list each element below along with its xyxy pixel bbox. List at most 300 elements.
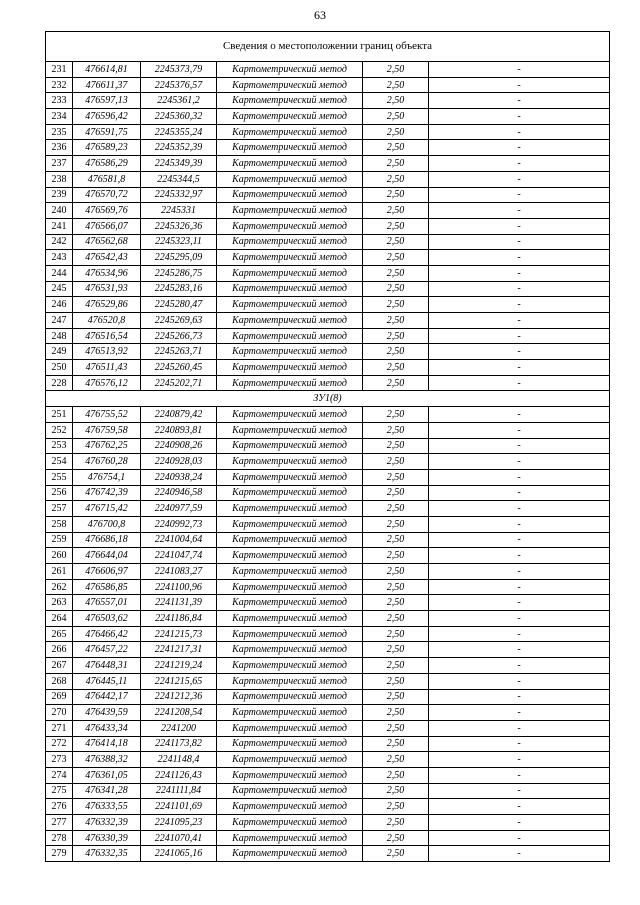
description-cell: - (429, 454, 610, 470)
table-row (46, 673, 610, 689)
method-cell: Картометрический метод (217, 720, 363, 736)
y-coordinate-cell: 2245352,39 (141, 140, 217, 156)
point-number-cell: 257 (46, 501, 73, 517)
description-cell: - (429, 752, 610, 768)
accuracy-cell: 2,50 (363, 611, 429, 627)
table-row (46, 846, 610, 862)
accuracy-cell: 2,50 (363, 265, 429, 281)
table-row (46, 77, 610, 93)
point-number-cell: 264 (46, 611, 73, 627)
description-cell: - (429, 673, 610, 689)
method-cell: Картометрический метод (217, 846, 363, 862)
accuracy-cell: 2,50 (363, 815, 429, 831)
table-row (46, 250, 610, 266)
point-number-cell: 251 (46, 407, 73, 423)
x-coordinate-cell: 476754,1 (73, 469, 141, 485)
accuracy-cell: 2,50 (363, 156, 429, 172)
y-coordinate-cell: 2241095,23 (141, 815, 217, 831)
description-cell: - (429, 77, 610, 93)
x-coordinate-cell: 476686,18 (73, 532, 141, 548)
x-coordinate-cell: 476644,04 (73, 548, 141, 564)
x-coordinate-cell: 476439,59 (73, 705, 141, 721)
method-cell: Картометрический метод (217, 438, 363, 454)
y-coordinate-cell: 2241004,64 (141, 532, 217, 548)
y-coordinate-cell: 2240946,58 (141, 485, 217, 501)
table-row (46, 313, 610, 329)
method-cell: Картометрический метод (217, 705, 363, 721)
y-coordinate-cell: 2240879,42 (141, 407, 217, 423)
table-row (46, 124, 610, 140)
method-cell: Картометрический метод (217, 611, 363, 627)
y-coordinate-cell: 2241217,31 (141, 642, 217, 658)
description-cell: - (429, 767, 610, 783)
description-cell: - (429, 375, 610, 391)
point-number-cell: 278 (46, 830, 73, 846)
description-cell: - (429, 218, 610, 234)
section-heading-row (46, 391, 610, 407)
y-coordinate-cell: 2245260,45 (141, 360, 217, 376)
point-number-cell: 275 (46, 783, 73, 799)
y-coordinate-cell: 2240938,24 (141, 469, 217, 485)
method-cell: Картометрический метод (217, 407, 363, 423)
accuracy-cell: 2,50 (363, 799, 429, 815)
y-coordinate-cell: 2245326,36 (141, 218, 217, 234)
accuracy-cell: 2,50 (363, 62, 429, 78)
description-cell: - (429, 720, 610, 736)
point-number-cell: 279 (46, 846, 73, 862)
y-coordinate-cell: 2245349,39 (141, 156, 217, 172)
description-cell: - (429, 407, 610, 423)
y-coordinate-cell: 2241208,54 (141, 705, 217, 721)
description-cell: - (429, 140, 610, 156)
method-cell: Картометрический метод (217, 689, 363, 705)
accuracy-cell: 2,50 (363, 532, 429, 548)
table-row (46, 736, 610, 752)
table-row (46, 62, 610, 78)
method-cell: Картометрический метод (217, 297, 363, 313)
accuracy-cell: 2,50 (363, 234, 429, 250)
accuracy-cell: 2,50 (363, 642, 429, 658)
table-row (46, 454, 610, 470)
y-coordinate-cell: 2241212,36 (141, 689, 217, 705)
x-coordinate-cell: 476531,93 (73, 281, 141, 297)
method-cell: Картометрический метод (217, 203, 363, 219)
x-coordinate-cell: 476570,72 (73, 187, 141, 203)
x-coordinate-cell: 476388,32 (73, 752, 141, 768)
method-cell: Картометрический метод (217, 187, 363, 203)
y-coordinate-cell: 2245332,97 (141, 187, 217, 203)
description-cell: - (429, 783, 610, 799)
method-cell: Картометрический метод (217, 171, 363, 187)
method-cell: Картометрический метод (217, 485, 363, 501)
x-coordinate-cell: 476742,39 (73, 485, 141, 501)
description-cell: - (429, 187, 610, 203)
table-row (46, 658, 610, 674)
description-cell: - (429, 203, 610, 219)
description-cell: - (429, 799, 610, 815)
accuracy-cell: 2,50 (363, 297, 429, 313)
method-cell: Картометрический метод (217, 109, 363, 125)
description-cell: - (429, 485, 610, 501)
description-cell: - (429, 501, 610, 517)
table-row (46, 783, 610, 799)
y-coordinate-cell: 2240992,73 (141, 516, 217, 532)
description-cell: - (429, 658, 610, 674)
accuracy-cell: 2,50 (363, 705, 429, 721)
description-cell: - (429, 611, 610, 627)
table-body (46, 32, 610, 862)
table-row (46, 328, 610, 344)
method-cell: Картометрический метод (217, 564, 363, 580)
table-row (46, 140, 610, 156)
method-cell: Картометрический метод (217, 815, 363, 831)
accuracy-cell: 2,50 (363, 77, 429, 93)
table-row (46, 360, 610, 376)
description-cell: - (429, 516, 610, 532)
table-row (46, 203, 610, 219)
accuracy-cell: 2,50 (363, 93, 429, 109)
x-coordinate-cell: 476457,22 (73, 642, 141, 658)
y-coordinate-cell: 2241148,4 (141, 752, 217, 768)
method-cell: Картометрический метод (217, 752, 363, 768)
y-coordinate-cell: 2241200 (141, 720, 217, 736)
point-number-cell: 262 (46, 579, 73, 595)
point-number-cell: 260 (46, 548, 73, 564)
description-cell: - (429, 469, 610, 485)
accuracy-cell: 2,50 (363, 375, 429, 391)
description-cell: - (429, 124, 610, 140)
accuracy-cell: 2,50 (363, 454, 429, 470)
x-coordinate-cell: 476586,29 (73, 156, 141, 172)
accuracy-cell: 2,50 (363, 187, 429, 203)
method-cell: Картометрический метод (217, 830, 363, 846)
point-number-cell: 246 (46, 297, 73, 313)
y-coordinate-cell: 2241047,74 (141, 548, 217, 564)
method-cell: Картометрический метод (217, 799, 363, 815)
method-cell: Картометрический метод (217, 344, 363, 360)
x-coordinate-cell: 476520,8 (73, 313, 141, 329)
point-number-cell: 243 (46, 250, 73, 266)
accuracy-cell: 2,50 (363, 752, 429, 768)
point-number-cell: 277 (46, 815, 73, 831)
method-cell: Картометрический метод (217, 626, 363, 642)
accuracy-cell: 2,50 (363, 516, 429, 532)
table-row (46, 611, 610, 627)
method-cell: Картометрический метод (217, 501, 363, 517)
table-row (46, 579, 610, 595)
point-number-cell: 241 (46, 218, 73, 234)
table-row (46, 516, 610, 532)
point-number-cell: 239 (46, 187, 73, 203)
method-cell: Картометрический метод (217, 642, 363, 658)
x-coordinate-cell: 476591,75 (73, 124, 141, 140)
table-row (46, 218, 610, 234)
table-title-row (46, 32, 610, 62)
method-cell: Картометрический метод (217, 548, 363, 564)
x-coordinate-cell: 476332,39 (73, 815, 141, 831)
point-number-cell: 235 (46, 124, 73, 140)
accuracy-cell: 2,50 (363, 344, 429, 360)
point-number-cell: 247 (46, 313, 73, 329)
y-coordinate-cell: 2245344,5 (141, 171, 217, 187)
table-row (46, 344, 610, 360)
x-coordinate-cell: 476581,8 (73, 171, 141, 187)
point-number-cell: 232 (46, 77, 73, 93)
page-number: 63 (314, 8, 326, 22)
table-row (46, 109, 610, 125)
description-cell: - (429, 62, 610, 78)
description-cell: - (429, 109, 610, 125)
y-coordinate-cell: 2241101,69 (141, 799, 217, 815)
method-cell: Картометрический метод (217, 93, 363, 109)
accuracy-cell: 2,50 (363, 767, 429, 783)
method-cell: Картометрический метод (217, 595, 363, 611)
table-row (46, 234, 610, 250)
x-coordinate-cell: 476762,25 (73, 438, 141, 454)
point-number-cell: 244 (46, 265, 73, 281)
method-cell: Картометрический метод (217, 375, 363, 391)
table-row (46, 689, 610, 705)
x-coordinate-cell: 476341,28 (73, 783, 141, 799)
accuracy-cell: 2,50 (363, 422, 429, 438)
description-cell: - (429, 532, 610, 548)
x-coordinate-cell: 476445,11 (73, 673, 141, 689)
description-cell: - (429, 705, 610, 721)
y-coordinate-cell: 2241215,73 (141, 626, 217, 642)
accuracy-cell: 2,50 (363, 689, 429, 705)
y-coordinate-cell: 2245263,71 (141, 344, 217, 360)
table-row (46, 752, 610, 768)
x-coordinate-cell: 476433,34 (73, 720, 141, 736)
method-cell: Картометрический метод (217, 140, 363, 156)
point-number-cell: 254 (46, 454, 73, 470)
y-coordinate-cell: 2241186,84 (141, 611, 217, 627)
point-number-cell: 231 (46, 62, 73, 78)
description-cell: - (429, 815, 610, 831)
method-cell: Картометрический метод (217, 281, 363, 297)
point-number-cell: 236 (46, 140, 73, 156)
method-cell: Картометрический метод (217, 736, 363, 752)
table-row (46, 767, 610, 783)
table-row (46, 438, 610, 454)
accuracy-cell: 2,50 (363, 673, 429, 689)
table-row (46, 564, 610, 580)
description-cell: - (429, 564, 610, 580)
accuracy-cell: 2,50 (363, 658, 429, 674)
method-cell: Картометрический метод (217, 454, 363, 470)
accuracy-cell: 2,50 (363, 328, 429, 344)
table-row (46, 595, 610, 611)
y-coordinate-cell: 2245323,11 (141, 234, 217, 250)
accuracy-cell: 2,50 (363, 485, 429, 501)
y-coordinate-cell: 2245376,57 (141, 77, 217, 93)
x-coordinate-cell: 476542,43 (73, 250, 141, 266)
point-number-cell: 249 (46, 344, 73, 360)
y-coordinate-cell: 2245286,75 (141, 265, 217, 281)
y-coordinate-cell: 2245266,73 (141, 328, 217, 344)
method-cell: Картометрический метод (217, 658, 363, 674)
description-cell: - (429, 438, 610, 454)
x-coordinate-cell: 476760,28 (73, 454, 141, 470)
table-row (46, 297, 610, 313)
method-cell: Картометрический метод (217, 516, 363, 532)
description-cell: - (429, 93, 610, 109)
x-coordinate-cell: 476557,01 (73, 595, 141, 611)
description-cell: - (429, 234, 610, 250)
description-cell: - (429, 250, 610, 266)
description-cell: - (429, 422, 610, 438)
point-number-cell: 233 (46, 93, 73, 109)
accuracy-cell: 2,50 (363, 171, 429, 187)
x-coordinate-cell: 476414,18 (73, 736, 141, 752)
table-row (46, 187, 610, 203)
x-coordinate-cell: 476330,39 (73, 830, 141, 846)
accuracy-cell: 2,50 (363, 140, 429, 156)
method-cell: Картометрический метод (217, 783, 363, 799)
x-coordinate-cell: 476700,8 (73, 516, 141, 532)
x-coordinate-cell: 476611,37 (73, 77, 141, 93)
accuracy-cell: 2,50 (363, 846, 429, 862)
x-coordinate-cell: 476333,55 (73, 799, 141, 815)
y-coordinate-cell: 2245280,47 (141, 297, 217, 313)
description-cell: - (429, 846, 610, 862)
accuracy-cell: 2,50 (363, 595, 429, 611)
description-cell: - (429, 689, 610, 705)
point-number-cell: 276 (46, 799, 73, 815)
point-number-cell: 270 (46, 705, 73, 721)
y-coordinate-cell: 2245295,09 (141, 250, 217, 266)
y-coordinate-cell: 2245331 (141, 203, 217, 219)
point-number-cell: 245 (46, 281, 73, 297)
accuracy-cell: 2,50 (363, 250, 429, 266)
y-coordinate-cell: 2245202,71 (141, 375, 217, 391)
point-number-cell: 267 (46, 658, 73, 674)
accuracy-cell: 2,50 (363, 407, 429, 423)
x-coordinate-cell: 476562,68 (73, 234, 141, 250)
x-coordinate-cell: 476442,17 (73, 689, 141, 705)
boundary-coordinates-table (45, 31, 610, 862)
accuracy-cell: 2,50 (363, 548, 429, 564)
x-coordinate-cell: 476586,85 (73, 579, 141, 595)
method-cell: Картометрический метод (217, 469, 363, 485)
table-row (46, 626, 610, 642)
y-coordinate-cell: 2245283,16 (141, 281, 217, 297)
point-number-cell: 261 (46, 564, 73, 580)
description-cell: - (429, 548, 610, 564)
x-coordinate-cell: 476534,96 (73, 265, 141, 281)
x-coordinate-cell: 476606,97 (73, 564, 141, 580)
accuracy-cell: 2,50 (363, 830, 429, 846)
point-number-cell: 258 (46, 516, 73, 532)
table-row (46, 799, 610, 815)
y-coordinate-cell: 2241126,43 (141, 767, 217, 783)
x-coordinate-cell: 476503,62 (73, 611, 141, 627)
point-number-cell: 250 (46, 360, 73, 376)
x-coordinate-cell: 476511,43 (73, 360, 141, 376)
table-title: Сведения о местоположении границ объекта (46, 32, 610, 62)
description-cell: - (429, 171, 610, 187)
accuracy-cell: 2,50 (363, 736, 429, 752)
y-coordinate-cell: 2245269,63 (141, 313, 217, 329)
accuracy-cell: 2,50 (363, 626, 429, 642)
accuracy-cell: 2,50 (363, 313, 429, 329)
accuracy-cell: 2,50 (363, 124, 429, 140)
description-cell: - (429, 156, 610, 172)
table-row (46, 642, 610, 658)
accuracy-cell: 2,50 (363, 579, 429, 595)
y-coordinate-cell: 2245360,32 (141, 109, 217, 125)
x-coordinate-cell: 476759,58 (73, 422, 141, 438)
y-coordinate-cell: 2245355,24 (141, 124, 217, 140)
point-number-cell: 252 (46, 422, 73, 438)
table-row (46, 501, 610, 517)
x-coordinate-cell: 476566,07 (73, 218, 141, 234)
point-number-cell: 273 (46, 752, 73, 768)
table-row (46, 281, 610, 297)
table-row (46, 485, 610, 501)
x-coordinate-cell: 476466,42 (73, 626, 141, 642)
y-coordinate-cell: 2240977,59 (141, 501, 217, 517)
accuracy-cell: 2,50 (363, 469, 429, 485)
y-coordinate-cell: 2241219,24 (141, 658, 217, 674)
x-coordinate-cell: 476332,35 (73, 846, 141, 862)
method-cell: Картометрический метод (217, 250, 363, 266)
accuracy-cell: 2,50 (363, 501, 429, 517)
point-number-cell: 248 (46, 328, 73, 344)
method-cell: Картометрический метод (217, 328, 363, 344)
point-number-cell: 255 (46, 469, 73, 485)
table-row (46, 93, 610, 109)
point-number-cell: 253 (46, 438, 73, 454)
point-number-cell: 272 (46, 736, 73, 752)
table-row (46, 548, 610, 564)
x-coordinate-cell: 476596,42 (73, 109, 141, 125)
x-coordinate-cell: 476513,92 (73, 344, 141, 360)
table-row (46, 171, 610, 187)
method-cell: Картометрический метод (217, 313, 363, 329)
table-row (46, 265, 610, 281)
method-cell: Картометрический метод (217, 673, 363, 689)
point-number-cell: 259 (46, 532, 73, 548)
description-cell: - (429, 344, 610, 360)
description-cell: - (429, 736, 610, 752)
method-cell: Картометрический метод (217, 767, 363, 783)
accuracy-cell: 2,50 (363, 720, 429, 736)
y-coordinate-cell: 2240908,26 (141, 438, 217, 454)
y-coordinate-cell: 2241065,16 (141, 846, 217, 862)
table-row (46, 422, 610, 438)
point-number-cell: 274 (46, 767, 73, 783)
description-cell: - (429, 313, 610, 329)
point-number-cell: 237 (46, 156, 73, 172)
point-number-cell: 238 (46, 171, 73, 187)
point-number-cell: 240 (46, 203, 73, 219)
description-cell: - (429, 595, 610, 611)
table-row (46, 815, 610, 831)
point-number-cell: 234 (46, 109, 73, 125)
accuracy-cell: 2,50 (363, 783, 429, 799)
description-cell: - (429, 265, 610, 281)
x-coordinate-cell: 476614,81 (73, 62, 141, 78)
y-coordinate-cell: 2245361,2 (141, 93, 217, 109)
method-cell: Картометрический метод (217, 124, 363, 140)
description-cell: - (429, 579, 610, 595)
method-cell: Картометрический метод (217, 77, 363, 93)
description-cell: - (429, 281, 610, 297)
method-cell: Картометрический метод (217, 234, 363, 250)
point-number-cell: 242 (46, 234, 73, 250)
method-cell: Картометрический метод (217, 360, 363, 376)
